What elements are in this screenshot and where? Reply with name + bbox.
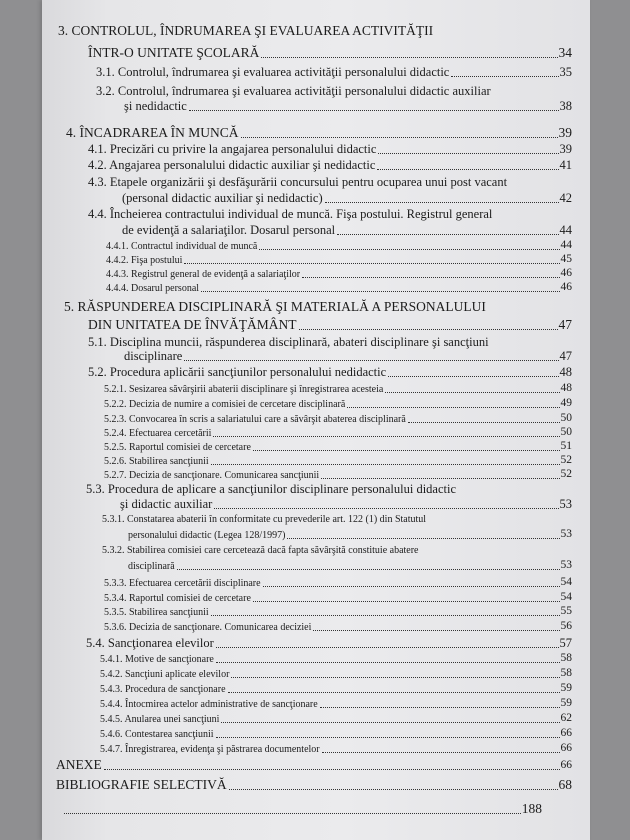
toc-page-number: 59 (560, 697, 572, 709)
toc-entry-4-4-3 (106, 268, 572, 280)
dot-leader (322, 751, 560, 753)
dot-leader (347, 406, 559, 408)
toc-entry-last (62, 802, 542, 816)
toc-entry-5-1-line1: 5.1. Disciplina muncii, răspunderea disciplinară, abateri disciplinare şi sancţiuni (88, 335, 489, 349)
dot-leader (104, 768, 560, 770)
toc-entry-4-3 (122, 192, 572, 205)
toc-entry-5-4-6 (100, 728, 572, 740)
toc-entry-5-2-2 (104, 398, 572, 410)
toc-page-number: 57 (559, 636, 572, 650)
toc-entry-title: 5.3.3. Efectuarea cercetării disciplinare (104, 577, 261, 589)
toc-page-number: 50 (560, 412, 572, 424)
toc-entry-title: 5.2.6. Stabilirea sancţiunii (104, 455, 209, 467)
dot-leader (64, 812, 521, 814)
toc-entry-4-4-4 (106, 282, 572, 294)
dot-leader (320, 706, 560, 708)
toc-entry-5-1 (124, 350, 572, 363)
toc-entry-title: 4. ÎNCADRAREA ÎN MUNCĂ (66, 125, 239, 140)
dot-leader (214, 507, 558, 509)
toc-entry-5-3-2-line1: 5.3.2. Stabilirea comisiei care cercetează dacă fapta săvârşită constituie abatere (102, 545, 419, 556)
toc-entry-title: 5.2.4. Efectuarea cercetării (104, 427, 212, 439)
toc-page-number: 45 (560, 253, 572, 265)
toc-entry-4-4 (122, 224, 572, 237)
toc-entry-4-3-line1: 4.3. Etapele organizării şi desfăşurării concursului pentru ocuparea unui post vacant (88, 175, 508, 189)
toc-page-number: 52 (560, 468, 572, 480)
toc-entry-5-3-3 (104, 577, 572, 589)
toc-page-number: 55 (560, 605, 572, 617)
toc-entry-5-3-4 (104, 592, 572, 604)
toc-entry-5-4-1 (100, 653, 572, 665)
toc-entry-title: ÎNTR-O UNITATE ŞCOLARĂ (88, 45, 260, 60)
toc-entry-5-3-5 (104, 606, 572, 618)
dot-leader (216, 736, 560, 738)
dot-leader (211, 463, 560, 465)
dot-leader (259, 248, 559, 250)
toc-page-number: 46 (560, 267, 572, 279)
toc-page-number: 68 (558, 777, 572, 792)
toc-entry-title: şi didactic auxiliar (120, 497, 213, 511)
toc-page-number: 51 (560, 440, 572, 452)
toc-chapter-5-title-line1: 5. RĂSPUNDEREA DISCIPLINARĂ ŞI MATERIALĂ A PERSONALULUI (64, 299, 486, 314)
toc-entry-5-2-7 (104, 469, 572, 481)
toc-entry-title: DIN UNITATEA DE ÎNVĂŢĂMÂNT (88, 317, 297, 332)
toc-page-number: 48 (559, 365, 572, 379)
toc-entry-5-4-7 (100, 743, 572, 755)
toc-page-number: 53 (560, 528, 572, 540)
toc-page-number: 53 (559, 497, 572, 511)
toc-entry-title: 5.2.2. Decizia de numire a comisiei de cercetare disciplinară (104, 398, 346, 410)
dot-leader (261, 56, 557, 58)
toc-entry-5-4-3 (100, 683, 572, 695)
toc-page-number: 46 (560, 281, 572, 293)
toc-entry-5-2-6 (104, 455, 572, 467)
dot-leader (253, 449, 560, 451)
toc-page-number: 58 (560, 652, 572, 664)
toc-page-number: 39 (559, 142, 572, 156)
toc-page-number: 54 (560, 576, 572, 588)
dot-leader (321, 477, 559, 479)
toc-page-number: 66 (560, 727, 572, 739)
toc-entry-title: 5.4. Sancţionarea elevilor (86, 636, 214, 650)
toc-entry-title: disciplinară (128, 560, 175, 572)
toc-entry-anexe (56, 758, 572, 772)
toc-entry-5-2-1 (104, 383, 572, 395)
dot-leader (263, 585, 560, 587)
toc-page-number: 59 (560, 682, 572, 694)
dot-leader (184, 262, 559, 264)
toc-entry-4-2 (88, 159, 572, 172)
dot-leader (253, 600, 560, 602)
toc-entry-title: 4.2. Angajarea personalului didactic auxiliar şi nedidactic (88, 158, 376, 172)
dot-leader (229, 788, 558, 790)
dot-leader (302, 276, 559, 278)
toc-entry-title: de evidenţă a salariaţilor. Dosarul personal (122, 223, 336, 237)
toc-page-number: 47 (558, 317, 572, 332)
toc-entry-title: 4.1. Precizări cu privire la angajarea personalului didactic (88, 142, 377, 156)
toc-entry-chapter-5 (88, 318, 572, 332)
toc-entry-title: 5.4.1. Motive de sancţionare (100, 653, 214, 665)
toc-entry-4-4-1 (106, 240, 572, 252)
toc-page-number: 47 (559, 349, 572, 363)
toc-entry-5-3-line1: 5.3. Procedura de aplicare a sancţiunilor disciplinare personalului didactic (86, 482, 457, 496)
toc-entry-chapter-3 (88, 46, 572, 60)
toc-entry-title: disciplinare (124, 349, 183, 363)
toc-entry-title: 5.2.3. Convocarea în scris a salariatului care a săvârşit abaterea disciplinară (104, 413, 406, 425)
toc-entry-title: 5.2.1. Sesizarea săvârşirii abaterii disciplinare şi înregistrarea acesteia (104, 383, 384, 395)
toc-entry-title: 4.4.2. Fişa postului (106, 254, 183, 266)
dot-leader (287, 537, 559, 539)
toc-entry-title: 5.4.6. Contestarea sancţiunii (100, 728, 214, 740)
toc-page-number: 56 (560, 620, 572, 632)
toc-entry-title: (personal didactic auxiliar şi nedidactic) (122, 191, 323, 205)
toc-page-number: 42 (559, 191, 572, 205)
dot-leader (313, 629, 559, 631)
toc-entry-title: 5.2.5. Raportul comisiei de cercetare (104, 441, 251, 453)
toc-entry-title: 5.4.5. Anularea unei sancţiuni (100, 713, 220, 725)
table-of-contents (42, 0, 590, 840)
dot-leader (211, 614, 560, 616)
toc-page-number: 49 (560, 397, 572, 409)
toc-entry-title: personalului didactic (Legea 128/1997) (128, 529, 286, 541)
toc-entry-5-4-2 (100, 668, 572, 680)
toc-entry-3-2-line1: 3.2. Controlul, îndrumarea şi evaluarea activităţii personalului didactic auxiliar (96, 84, 491, 98)
toc-entry-5-4-5 (100, 713, 572, 725)
toc-entry-5-4-4 (100, 698, 572, 710)
toc-entry-title: şi nedidactic (124, 99, 187, 113)
dot-leader (241, 136, 558, 138)
dot-leader (177, 568, 560, 570)
dot-leader (228, 691, 560, 693)
toc-page-number: 44 (559, 223, 572, 237)
dot-leader (216, 661, 560, 663)
dot-leader (408, 421, 560, 423)
toc-page-number: 58 (560, 667, 572, 679)
toc-entry-title: 5.2.7. Decizia de sancţionare. Comunicarea sancţiunii (104, 469, 320, 481)
toc-entry-5-3-1 (128, 529, 572, 541)
toc-entry-5-3-6 (104, 621, 572, 633)
toc-page-number: 54 (560, 591, 572, 603)
toc-entry-title: 5.4.3. Procedura de sancţionare (100, 683, 226, 695)
toc-page-number: 38 (559, 99, 572, 113)
dot-leader (231, 676, 559, 678)
toc-entry-title: 5.3.5. Stabilirea sancţiunii (104, 606, 209, 618)
dot-leader (213, 435, 559, 437)
dot-leader (385, 391, 559, 393)
dot-leader (201, 290, 559, 292)
toc-page-number: 44 (560, 239, 572, 251)
toc-entry-title: 5.3.4. Raportul comisiei de cercetare (104, 592, 251, 604)
toc-entry-5-3 (120, 498, 572, 511)
toc-page-number: 66 (560, 742, 572, 754)
toc-entry-3-2 (124, 100, 572, 113)
toc-chapter-3-title-line1: 3. CONTROLUL, ÎNDRUMAREA ŞI EVALUAREA ACTIVITĂŢII (58, 23, 434, 38)
toc-page-number: 50 (560, 426, 572, 438)
toc-entry-5-2-4 (104, 427, 572, 439)
toc-page-number: 41 (559, 158, 572, 172)
toc-entry-5-2-5 (104, 441, 572, 453)
toc-page-number: 188 (521, 801, 542, 816)
dot-leader (378, 152, 558, 154)
dot-leader (299, 328, 558, 330)
toc-entry-4-4-2 (106, 254, 572, 266)
dot-leader (388, 375, 558, 377)
dot-leader (216, 646, 559, 648)
toc-entry-title: 5.2. Procedura aplicării sancţiunilor personalului nedidactic (88, 365, 387, 379)
toc-entry-title: 3.1. Controlul, îndrumarea şi evaluarea activităţii personalului didactic (96, 65, 450, 79)
toc-entry-3-1 (96, 66, 572, 79)
dot-leader (377, 168, 558, 170)
toc-entry-5-3-2 (128, 560, 572, 572)
dot-leader (325, 201, 559, 203)
toc-entry-title: 5.4.2. Sancţiuni aplicate elevilor (100, 668, 230, 680)
dot-leader (337, 233, 558, 235)
toc-entry-title: 4.4.3. Registrul general de evidenţă a salariaţilor (106, 268, 301, 280)
dot-leader (184, 359, 558, 361)
dot-leader (221, 721, 559, 723)
dot-leader (189, 109, 559, 111)
toc-entry-bibliografie (56, 778, 572, 792)
toc-entry-title: 5.3.6. Decizia de sancţionare. Comunicarea deciziei (104, 621, 312, 633)
toc-entry-4-4-line1: 4.4. Încheierea contractului individual de muncă. Fişa postului. Registrul general (88, 207, 493, 221)
toc-entry-title: ANEXE (56, 757, 102, 772)
toc-entry-title: 5.4.4. Întocmirea actelor administrative de sancţionare (100, 698, 318, 710)
toc-entry-title: 5.4.7. Înregistrarea, evidenţa şi păstrarea documentelor (100, 743, 320, 755)
toc-entry-5-2 (88, 366, 572, 379)
toc-page-number: 52 (560, 454, 572, 466)
toc-page-number: 35 (559, 65, 572, 79)
toc-page-number: 53 (560, 559, 572, 571)
toc-page-number: 62 (560, 712, 572, 724)
toc-entry-5-3-1-line1: 5.3.1. Constatarea abaterii în conformitate cu prevederile art. 122 (1) din Statutul (102, 514, 427, 525)
book-page (42, 0, 590, 840)
toc-entry-title: BIBLIOGRAFIE SELECTIVĂ (56, 777, 227, 792)
toc-entry-title: 4.4.1. Contractul individual de muncă (106, 240, 258, 252)
dot-leader (451, 75, 558, 77)
toc-entry-5-4 (86, 637, 572, 650)
toc-entry-4-1 (88, 143, 572, 156)
toc-page-number: 39 (558, 125, 572, 140)
toc-page-number: 66 (560, 759, 572, 771)
toc-entry-title: 4.4.4. Dosarul personal (106, 282, 200, 294)
toc-page-number: 48 (560, 382, 572, 394)
toc-entry-chapter-4 (66, 126, 572, 140)
toc-entry-5-2-3 (104, 413, 572, 425)
toc-page-number: 34 (558, 45, 572, 60)
